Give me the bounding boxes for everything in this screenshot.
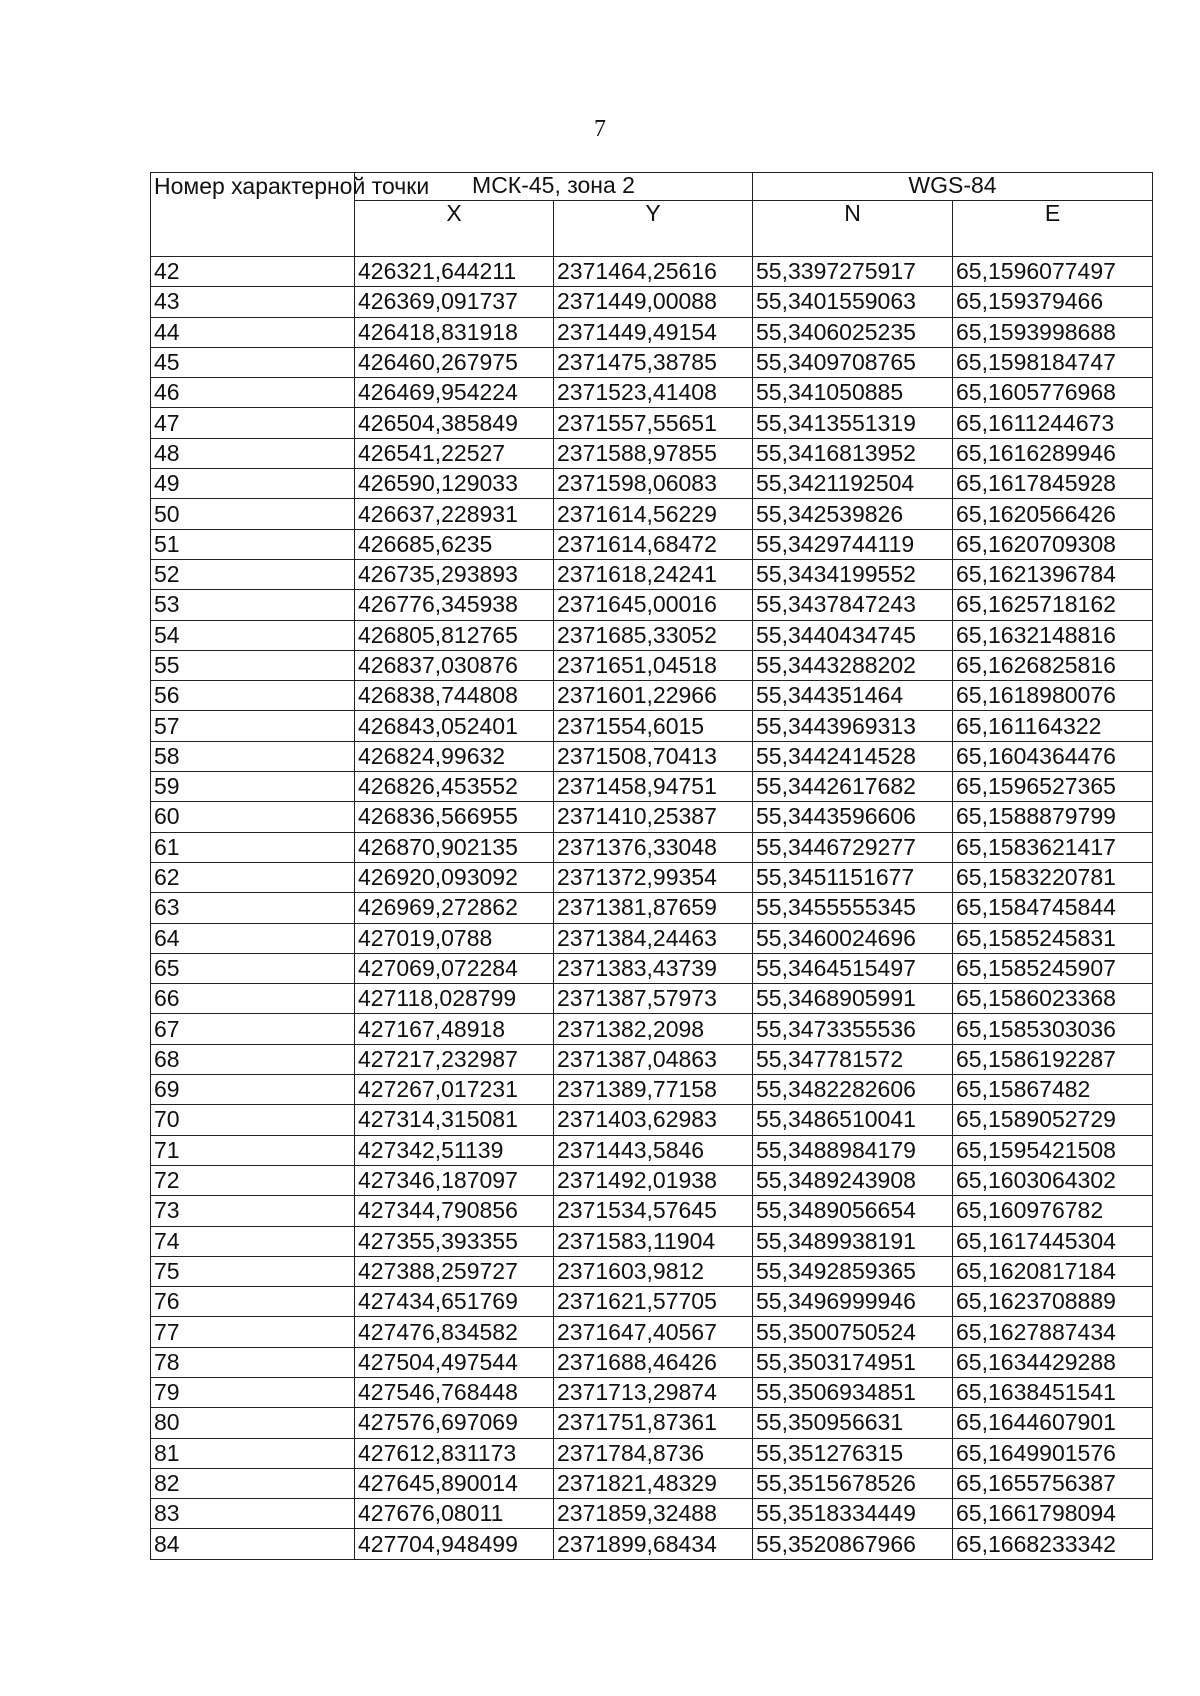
table-row	[151, 1014, 1153, 1044]
e-cell: 65,160976782	[953, 1196, 1153, 1226]
y-cell: 2371751,87361	[554, 1408, 753, 1438]
e-cell: 65,1623708889	[953, 1287, 1153, 1317]
table-row	[151, 711, 1153, 741]
n-cell: 55,3489938191	[753, 1226, 953, 1256]
e-cell: 65,1598184747	[953, 347, 1153, 377]
x-cell: 426637,228931	[355, 499, 554, 529]
x-cell: 426836,566955	[355, 802, 554, 832]
point-number-cell: 51	[151, 529, 355, 559]
e-cell: 65,1620817184	[953, 1256, 1153, 1286]
point-number-cell: 79	[151, 1377, 355, 1407]
table-row	[151, 953, 1153, 983]
n-cell: 55,3515678526	[753, 1468, 953, 1498]
y-cell: 2371713,29874	[554, 1377, 753, 1407]
y-cell: 2371534,57645	[554, 1196, 753, 1226]
e-cell: 65,1585303036	[953, 1014, 1153, 1044]
n-cell: 55,3496999946	[753, 1287, 953, 1317]
point-number-cell: 71	[151, 1135, 355, 1165]
n-cell: 55,3442414528	[753, 741, 953, 771]
point-number-cell: 74	[151, 1226, 355, 1256]
n-cell: 55,341050885	[753, 378, 953, 408]
y-cell: 2371376,33048	[554, 832, 753, 862]
n-cell: 55,344351464	[753, 681, 953, 711]
x-cell: 426776,345938	[355, 590, 554, 620]
wgs-84-header: WGS-84	[753, 173, 1153, 201]
table-row	[151, 1438, 1153, 1468]
x-cell: 426685,6235	[355, 529, 554, 559]
table-row	[151, 1044, 1153, 1074]
x-cell: 427476,834582	[355, 1317, 554, 1347]
point-number-cell: 42	[151, 257, 355, 287]
x-cell: 427217,232987	[355, 1044, 554, 1074]
point-number-cell: 56	[151, 681, 355, 711]
e-cell: 65,1638451541	[953, 1377, 1153, 1407]
x-column-header: X	[355, 201, 554, 257]
e-cell: 65,1634429288	[953, 1347, 1153, 1377]
n-cell: 55,3443969313	[753, 711, 953, 741]
e-cell: 65,1632148816	[953, 620, 1153, 650]
e-cell: 65,1585245831	[953, 923, 1153, 953]
table-row	[151, 1499, 1153, 1529]
y-cell: 2371475,38785	[554, 347, 753, 377]
point-number-cell: 43	[151, 287, 355, 317]
point-number-cell: 77	[151, 1317, 355, 1347]
table-row	[151, 378, 1153, 408]
table-row	[151, 1377, 1153, 1407]
page-number: 7	[594, 116, 606, 142]
y-cell: 2371859,32488	[554, 1499, 753, 1529]
x-cell: 427704,948499	[355, 1529, 554, 1559]
n-cell: 55,3460024696	[753, 923, 953, 953]
table-row	[151, 1529, 1153, 1559]
point-number-cell: 46	[151, 378, 355, 408]
x-cell: 426369,091737	[355, 287, 554, 317]
point-number-cell: 45	[151, 347, 355, 377]
n-cell: 55,3437847243	[753, 590, 953, 620]
x-cell: 427314,315081	[355, 1105, 554, 1135]
point-number-cell: 55	[151, 650, 355, 680]
e-cell: 65,1621396784	[953, 559, 1153, 589]
x-cell: 426460,267975	[355, 347, 554, 377]
table-row	[151, 832, 1153, 862]
e-cell: 65,1611244673	[953, 408, 1153, 438]
table-header	[151, 173, 1153, 257]
y-cell: 2371492,01938	[554, 1165, 753, 1195]
e-cell: 65,1661798094	[953, 1499, 1153, 1529]
y-cell: 2371554,6015	[554, 711, 753, 741]
x-cell: 427546,768448	[355, 1377, 554, 1407]
y-column-header: Y	[554, 201, 753, 257]
y-cell: 2371583,11904	[554, 1226, 753, 1256]
point-number-cell: 67	[151, 1014, 355, 1044]
y-cell: 2371508,70413	[554, 741, 753, 771]
x-cell: 426504,385849	[355, 408, 554, 438]
y-cell: 2371449,00088	[554, 287, 753, 317]
table-row	[151, 802, 1153, 832]
table-row	[151, 559, 1153, 589]
x-cell: 427019,0788	[355, 923, 554, 953]
table-row	[151, 529, 1153, 559]
n-cell: 55,347781572	[753, 1044, 953, 1074]
n-cell: 55,3489243908	[753, 1165, 953, 1195]
table-row	[151, 438, 1153, 468]
table-row	[151, 1135, 1153, 1165]
point-number-cell: 76	[151, 1287, 355, 1317]
e-cell: 65,1617845928	[953, 469, 1153, 499]
e-cell: 65,1620709308	[953, 529, 1153, 559]
table-row	[151, 317, 1153, 347]
point-number-cell: 62	[151, 862, 355, 892]
e-cell: 65,161164322	[953, 711, 1153, 741]
e-cell: 65,1668233342	[953, 1529, 1153, 1559]
point-number-cell: 72	[151, 1165, 355, 1195]
y-cell: 2371821,48329	[554, 1468, 753, 1498]
x-cell: 427388,259727	[355, 1256, 554, 1286]
n-cell: 55,3416813952	[753, 438, 953, 468]
table-row	[151, 1287, 1153, 1317]
n-cell: 55,3488984179	[753, 1135, 953, 1165]
y-cell: 2371383,43739	[554, 953, 753, 983]
point-number-cell: 47	[151, 408, 355, 438]
point-number-cell: 60	[151, 802, 355, 832]
point-number-header: Номер характерной точки	[151, 173, 355, 257]
table-row	[151, 1347, 1153, 1377]
e-cell: 65,1583621417	[953, 832, 1153, 862]
x-cell: 427346,187097	[355, 1165, 554, 1195]
table-row	[151, 1196, 1153, 1226]
y-cell: 2371598,06083	[554, 469, 753, 499]
y-cell: 2371389,77158	[554, 1075, 753, 1105]
e-cell: 65,1586023368	[953, 984, 1153, 1014]
point-number-cell: 57	[151, 711, 355, 741]
n-cell: 55,3442617682	[753, 772, 953, 802]
point-number-cell: 63	[151, 893, 355, 923]
n-cell: 55,3482282606	[753, 1075, 953, 1105]
x-cell: 427167,48918	[355, 1014, 554, 1044]
n-cell: 55,3455555345	[753, 893, 953, 923]
e-cell: 65,1596527365	[953, 772, 1153, 802]
table-row	[151, 923, 1153, 953]
x-cell: 426590,129033	[355, 469, 554, 499]
point-number-cell: 73	[151, 1196, 355, 1226]
y-cell: 2371449,49154	[554, 317, 753, 347]
point-number-cell: 82	[151, 1468, 355, 1498]
table-row	[151, 499, 1153, 529]
x-cell: 426920,093092	[355, 862, 554, 892]
table-row	[151, 408, 1153, 438]
table-row	[151, 650, 1153, 680]
e-cell: 65,1649901576	[953, 1438, 1153, 1468]
table-row	[151, 1226, 1153, 1256]
point-number-cell: 58	[151, 741, 355, 771]
table-body	[151, 257, 1153, 1560]
y-cell: 2371557,55651	[554, 408, 753, 438]
y-cell: 2371382,2098	[554, 1014, 753, 1044]
y-cell: 2371387,04863	[554, 1044, 753, 1074]
table-row	[151, 1256, 1153, 1286]
y-cell: 2371645,00016	[554, 590, 753, 620]
x-cell: 426469,954224	[355, 378, 554, 408]
e-cell: 65,1626825816	[953, 650, 1153, 680]
x-cell: 427676,08011	[355, 1499, 554, 1529]
x-cell: 426843,052401	[355, 711, 554, 741]
table-row	[151, 772, 1153, 802]
n-cell: 55,3406025235	[753, 317, 953, 347]
table-row	[151, 984, 1153, 1014]
point-number-cell: 52	[151, 559, 355, 589]
n-cell: 55,3500750524	[753, 1317, 953, 1347]
n-cell: 55,3492859365	[753, 1256, 953, 1286]
x-cell: 426870,902135	[355, 832, 554, 862]
x-cell: 426838,744808	[355, 681, 554, 711]
table-row	[151, 862, 1153, 892]
point-number-cell: 68	[151, 1044, 355, 1074]
n-cell: 55,3397275917	[753, 257, 953, 287]
n-cell: 55,3486510041	[753, 1105, 953, 1135]
x-cell: 427344,790856	[355, 1196, 554, 1226]
n-column-header: N	[753, 201, 953, 257]
e-cell: 65,1584745844	[953, 893, 1153, 923]
x-cell: 426826,453552	[355, 772, 554, 802]
n-cell: 55,3506934851	[753, 1377, 953, 1407]
y-cell: 2371523,41408	[554, 378, 753, 408]
table-row	[151, 1317, 1153, 1347]
point-number-cell: 53	[151, 590, 355, 620]
e-cell: 65,1603064302	[953, 1165, 1153, 1195]
y-cell: 2371651,04518	[554, 650, 753, 680]
e-cell: 65,1627887434	[953, 1317, 1153, 1347]
table-row	[151, 590, 1153, 620]
e-cell: 65,1595421508	[953, 1135, 1153, 1165]
table-row	[151, 1165, 1153, 1195]
table-row	[151, 1105, 1153, 1135]
e-cell: 65,159379466	[953, 287, 1153, 317]
e-cell: 65,1583220781	[953, 862, 1153, 892]
e-cell: 65,1585245907	[953, 953, 1153, 983]
point-number-cell: 48	[151, 438, 355, 468]
point-number-cell: 83	[151, 1499, 355, 1529]
n-cell: 55,3473355536	[753, 1014, 953, 1044]
point-number-cell: 59	[151, 772, 355, 802]
y-cell: 2371588,97855	[554, 438, 753, 468]
x-cell: 427504,497544	[355, 1347, 554, 1377]
x-cell: 426969,272862	[355, 893, 554, 923]
point-number-cell: 78	[151, 1347, 355, 1377]
point-number-cell: 81	[151, 1438, 355, 1468]
n-cell: 55,3503174951	[753, 1347, 953, 1377]
table-row	[151, 620, 1153, 650]
e-cell: 65,1620566426	[953, 499, 1153, 529]
e-cell: 65,1617445304	[953, 1226, 1153, 1256]
e-cell: 65,1644607901	[953, 1408, 1153, 1438]
y-cell: 2371603,9812	[554, 1256, 753, 1286]
y-cell: 2371381,87659	[554, 893, 753, 923]
y-cell: 2371647,40567	[554, 1317, 753, 1347]
x-cell: 427645,890014	[355, 1468, 554, 1498]
n-cell: 55,3409708765	[753, 347, 953, 377]
y-cell: 2371685,33052	[554, 620, 753, 650]
x-cell: 427069,072284	[355, 953, 554, 983]
x-cell: 426837,030876	[355, 650, 554, 680]
n-cell: 55,3518334449	[753, 1499, 953, 1529]
coordinates-table	[150, 172, 1153, 1560]
point-number-cell: 66	[151, 984, 355, 1014]
point-number-cell: 50	[151, 499, 355, 529]
table-row	[151, 1075, 1153, 1105]
y-cell: 2371614,56229	[554, 499, 753, 529]
x-cell: 426805,812765	[355, 620, 554, 650]
point-number-cell: 49	[151, 469, 355, 499]
table-row	[151, 1408, 1153, 1438]
y-cell: 2371784,8736	[554, 1438, 753, 1468]
e-cell: 65,1596077497	[953, 257, 1153, 287]
table-row	[151, 257, 1153, 287]
y-cell: 2371403,62983	[554, 1105, 753, 1135]
msk-45-zone-2-header: МСК-45, зона 2	[355, 173, 753, 201]
n-cell: 55,342539826	[753, 499, 953, 529]
point-number-cell: 80	[151, 1408, 355, 1438]
point-number-cell: 70	[151, 1105, 355, 1135]
point-number-cell: 65	[151, 953, 355, 983]
e-cell: 65,1588879799	[953, 802, 1153, 832]
n-cell: 55,3421192504	[753, 469, 953, 499]
e-cell: 65,1589052729	[953, 1105, 1153, 1135]
y-cell: 2371458,94751	[554, 772, 753, 802]
table-row	[151, 741, 1153, 771]
e-cell: 65,1616289946	[953, 438, 1153, 468]
n-cell: 55,3440434745	[753, 620, 953, 650]
e-cell: 65,1604364476	[953, 741, 1153, 771]
x-cell: 426824,99632	[355, 741, 554, 771]
table-row	[151, 893, 1153, 923]
n-cell: 55,350956631	[753, 1408, 953, 1438]
table-row	[151, 1468, 1153, 1498]
point-number-cell: 61	[151, 832, 355, 862]
x-cell: 427118,028799	[355, 984, 554, 1014]
x-cell: 427267,017231	[355, 1075, 554, 1105]
x-cell: 426735,293893	[355, 559, 554, 589]
n-cell: 55,3464515497	[753, 953, 953, 983]
y-cell: 2371601,22966	[554, 681, 753, 711]
y-cell: 2371899,68434	[554, 1529, 753, 1559]
e-cell: 65,1655756387	[953, 1468, 1153, 1498]
x-cell: 427576,697069	[355, 1408, 554, 1438]
y-cell: 2371464,25616	[554, 257, 753, 287]
y-cell: 2371410,25387	[554, 802, 753, 832]
n-cell: 55,3446729277	[753, 832, 953, 862]
n-cell: 55,3443596606	[753, 802, 953, 832]
point-number-cell: 44	[151, 317, 355, 347]
point-number-cell: 54	[151, 620, 355, 650]
point-number-cell: 84	[151, 1529, 355, 1559]
n-cell: 55,3434199552	[753, 559, 953, 589]
e-cell: 65,1586192287	[953, 1044, 1153, 1074]
n-cell: 55,3401559063	[753, 287, 953, 317]
y-cell: 2371614,68472	[554, 529, 753, 559]
x-cell: 426418,831918	[355, 317, 554, 347]
n-cell: 55,3413551319	[753, 408, 953, 438]
n-cell: 55,3468905991	[753, 984, 953, 1014]
y-cell: 2371387,57973	[554, 984, 753, 1014]
n-cell: 55,3429744119	[753, 529, 953, 559]
x-cell: 427612,831173	[355, 1438, 554, 1468]
x-cell: 427342,51139	[355, 1135, 554, 1165]
n-cell: 55,3520867966	[753, 1529, 953, 1559]
table-row	[151, 681, 1153, 711]
e-cell: 65,1625718162	[953, 590, 1153, 620]
x-cell: 427355,393355	[355, 1226, 554, 1256]
e-column-header: E	[953, 201, 1153, 257]
y-cell: 2371372,99354	[554, 862, 753, 892]
table-row	[151, 287, 1153, 317]
n-cell: 55,3443288202	[753, 650, 953, 680]
y-cell: 2371618,24241	[554, 559, 753, 589]
point-number-cell: 75	[151, 1256, 355, 1286]
n-cell: 55,351276315	[753, 1438, 953, 1468]
table-row	[151, 347, 1153, 377]
x-cell: 427434,651769	[355, 1287, 554, 1317]
x-cell: 426541,22527	[355, 438, 554, 468]
n-cell: 55,3451151677	[753, 862, 953, 892]
e-cell: 65,1593998688	[953, 317, 1153, 347]
y-cell: 2371384,24463	[554, 923, 753, 953]
y-cell: 2371688,46426	[554, 1347, 753, 1377]
table-row	[151, 469, 1153, 499]
point-number-cell: 64	[151, 923, 355, 953]
e-cell: 65,1605776968	[953, 378, 1153, 408]
y-cell: 2371443,5846	[554, 1135, 753, 1165]
y-cell: 2371621,57705	[554, 1287, 753, 1317]
e-cell: 65,15867482	[953, 1075, 1153, 1105]
x-cell: 426321,644211	[355, 257, 554, 287]
n-cell: 55,3489056654	[753, 1196, 953, 1226]
e-cell: 65,1618980076	[953, 681, 1153, 711]
point-number-cell: 69	[151, 1075, 355, 1105]
